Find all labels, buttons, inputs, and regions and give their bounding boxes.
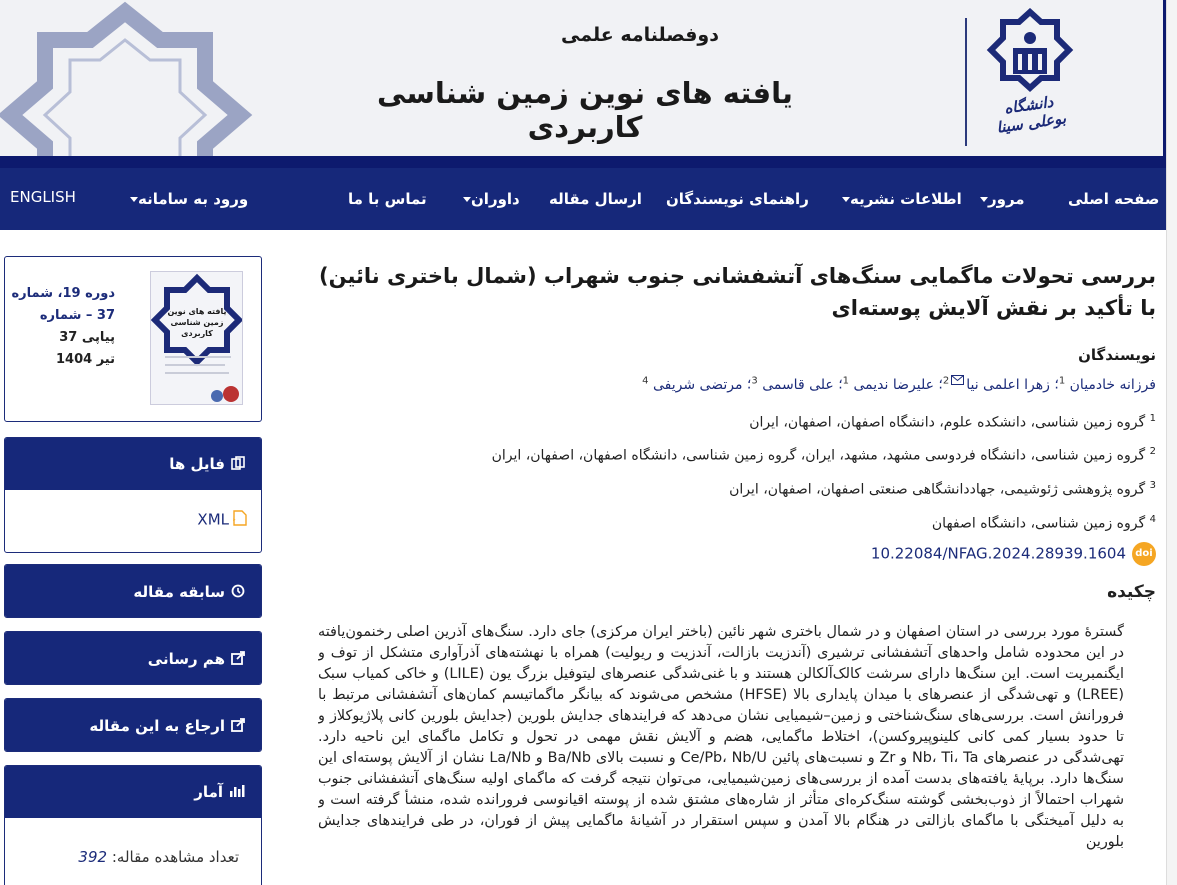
nav-journal-info-label: اطلاعات نشریه (850, 190, 962, 208)
author-link[interactable] (843, 377, 934, 393)
nav-submit[interactable]: ارسال مقاله (549, 190, 642, 208)
author-name: فرزانه خادمیان (1069, 376, 1156, 393)
affiliation-text: گروه زمین شناسی، دانشگاه اصفهان (931, 515, 1146, 532)
views-label: تعداد مشاهده مقاله: (111, 848, 239, 866)
article-main (300, 256, 1156, 602)
authors-list: فرزانه خادمیان $^1$؛ زهرا اعلمی نیا$^2$؛ علیرضا ندیمی $^1$؛ علی قاسمی $^3$؛ مرتضی شریفی $^4$ (300, 368, 1156, 398)
share-panel-title: هم رسانی (147, 650, 225, 668)
affiliations-list (300, 404, 1156, 539)
files-panel (4, 437, 262, 553)
author-affil-number: 1 (1058, 375, 1066, 386)
nav-journal-info[interactable] (834, 168, 962, 230)
issue-cover-image[interactable] (150, 271, 243, 405)
scrollbar[interactable] (1166, 0, 1177, 885)
cite-panel-header[interactable] (5, 699, 261, 752)
caret-down-icon (980, 197, 988, 202)
issue-serial: پیاپی 37 (59, 330, 115, 345)
issue-info-box (4, 256, 262, 422)
affiliation-item (300, 404, 1156, 438)
nav-reviewers[interactable] (455, 168, 520, 230)
stats-panel-header (5, 766, 261, 818)
share-icon (231, 633, 245, 686)
nav-reviewers-label: داوران (471, 190, 520, 208)
author-name: زهرا اعلمی نیا (966, 376, 1050, 393)
cover-title: یافته های نوین زمین شناسی کاربردی (167, 307, 227, 338)
share-panel[interactable] (4, 631, 262, 685)
university-logo (985, 8, 1075, 100)
issue-date: تیر 1404 (56, 352, 115, 367)
files-panel-body (5, 490, 261, 552)
views-count: 392 (78, 848, 108, 866)
abstract-text: گسترهٔ مورد بررسی در استان اصفهان و در شمال باختری شهر نائین (باختر ایران مرکزی) جای دارد. سنگ‌های آذرین اصلی رخنمون‌یافته در این محدوده شامل واحدهای آتشفشانی ترشیری (آندزیت بازالت، آندزیت و ریولیت) همراه با نهشته‌های آذرآواری متشکل از توف و ایگنمبریت است. این سنگ‌ها دارای سرشت کالک‌آلکالن هستند و با غنی‌شدگی عنصرهای لیتوفیل بزرگ یون (LILE) و خاکی کمیاب سبک (LREE) و تهی‌شدگی از عنصرهای با میدان پایداری بالا (HFSE) مشخص می‌شوند که بیانگر ماگماتیسم کمان‌های آتشفشانی مرتبط با فرورانش است. بررسی‌های سنگ‌شناختی و زمین–شیمیایی نشان می‌دهد که فرایندهای جدایش بلورین (جدایش بلورین کانی پلاژیوکلاز و تا حدود بسیار کمی کانی کلینوپیروکسن)، اختلاط ماگمایی، هضم و آلایش نقش مهمی در تحول و تکامل ماگمای این ناحیه دارد. تهی‌شدگی در عنصرهای Nb، Ti، Ta و Zr و نسبت‌های پائین Ce/Pb، Nb/U و نسبت بالای Ba/Nb و La/Nb نشان از آلایش پوسته‌ای این سنگ‌ها دارد. برپایهٔ یافته‌های بدست آمده از بررسی‌های زمین‌شیمیایی، می‌توان نتیجه گرفت که ماگمای اولیه سنگ‌های آتشفشانی جنوب شهراب احتمالاً از ذوب‌بخشی گوشته سنگ‌کره‌ای متأثر از شاره‌های مشتق شده از پوسته اقیانوسی فرورانده شده، منشأ گرفته است و به دلیل آمیختگی با ماگمای بازالتی در هنگام بالا آمدن و سپس استقرار در آشیانهٔ ماگمایی پیش از فوران، در طی فرایندهای جدایش بلورین (318, 624, 1124, 850)
author-affil-number: 2 (942, 375, 950, 386)
abstract-heading: چکیده (1107, 582, 1156, 603)
university-name: دانشگاه بوعلی سینا (995, 92, 1068, 137)
journal-title: یافته های نوین زمین شناسی کاربردی (377, 76, 793, 144)
doi-link[interactable]: 10.22084/NFAG.2024.28939.1604 (870, 544, 1126, 563)
author-name: علی قاسمی (762, 376, 834, 393)
files-panel-header (5, 438, 261, 490)
affiliation-number: 4 (1149, 513, 1156, 525)
author-link[interactable] (642, 377, 742, 393)
author-name: مرتضی شریفی (652, 376, 743, 393)
history-panel[interactable] (4, 564, 262, 618)
affiliation-text: گروه زمین شناسی، دانشکده علوم، دانشگاه اصفهان، اصفهان، ایران (749, 414, 1146, 431)
affiliation-number: 3 (1149, 479, 1156, 491)
nav-author-guide[interactable]: راهنمای نویسندگان (666, 190, 809, 208)
caret-down-icon (842, 197, 850, 202)
nav-home[interactable]: صفحه اصلی (1068, 190, 1160, 208)
history-panel-title: سابقه مقاله (133, 583, 225, 601)
doi-row (300, 542, 1156, 566)
nav-login[interactable] (122, 168, 248, 230)
banner-inner (0, 0, 1163, 164)
share-panel-header[interactable] (5, 632, 261, 685)
svg-text:<> (233, 516, 236, 524)
history-panel-header[interactable] (5, 565, 261, 618)
doi-icon: doi (1132, 542, 1156, 566)
files-icon (231, 439, 245, 491)
affiliation-item (300, 471, 1156, 505)
nav-browse-label: مرور (988, 190, 1025, 208)
history-icon (231, 566, 245, 619)
author-name: علیرضا ندیمی (853, 376, 934, 393)
author-link[interactable] (1059, 377, 1156, 393)
stats-panel-title: آمار (194, 783, 223, 801)
cite-panel[interactable] (4, 698, 262, 752)
stats-icon (229, 767, 245, 819)
author-affil-number: 3 (751, 375, 758, 386)
banner-divider (965, 18, 967, 146)
author-link[interactable] (751, 377, 833, 393)
affiliation-text: گروه پژوهشی ژئوشیمی، جهاددانشگاهی صنعتی اصفهان، اصفهان، ایران (729, 481, 1146, 498)
author-link[interactable] (943, 377, 1050, 393)
author-affil-number: 1 (842, 375, 850, 386)
affiliation-item (300, 437, 1156, 471)
issue-details (5, 283, 115, 371)
stats-panel (4, 765, 262, 885)
affiliation-number: 1 (1149, 412, 1156, 424)
cite-panel-title: ارجاع به این مقاله (89, 717, 225, 735)
main-navbar (0, 168, 1166, 230)
affiliation-item (300, 505, 1156, 539)
caret-down-icon (130, 197, 138, 202)
authors-heading: نویسندگان (1078, 346, 1156, 364)
affiliation-text: گروه زمین شناسی، دانشگاه فردوسی مشهد، مشهد، ایران، گروه زمین شناسی، دانشگاه اصفهان، اصفهان، ایران (491, 447, 1146, 464)
nav-english[interactable]: ENGLISH (10, 188, 76, 206)
nav-contact[interactable]: تماس با ما (348, 190, 427, 208)
stats-panel-body (5, 818, 261, 885)
nav-login-label: ورود به سامانه (138, 190, 249, 208)
nav-browse[interactable] (972, 168, 1025, 230)
xml-download-link[interactable]: XML (197, 510, 229, 529)
journal-type: دوفصلنامه علمی (561, 24, 719, 46)
cite-icon (231, 700, 245, 753)
mail-icon[interactable] (951, 368, 964, 394)
issue-number[interactable]: 37 – شماره (39, 308, 115, 323)
issue-volume[interactable]: دوره 19، شماره (11, 286, 115, 301)
xml-file-icon[interactable] (233, 510, 247, 530)
author-affil-number: 4 (642, 375, 649, 386)
caret-down-icon (463, 197, 471, 202)
journal-banner (0, 0, 1177, 168)
affiliation-number: 2 (1149, 446, 1156, 458)
article-title: بررسی تحولات ماگمایی سنگ‌های آتشفشانی جنوب شهراب (شمال باختری نائین) با تأکید بر نقش آلایش پوسته‌ای (318, 264, 1156, 320)
files-panel-title: فایل ها (169, 455, 225, 473)
